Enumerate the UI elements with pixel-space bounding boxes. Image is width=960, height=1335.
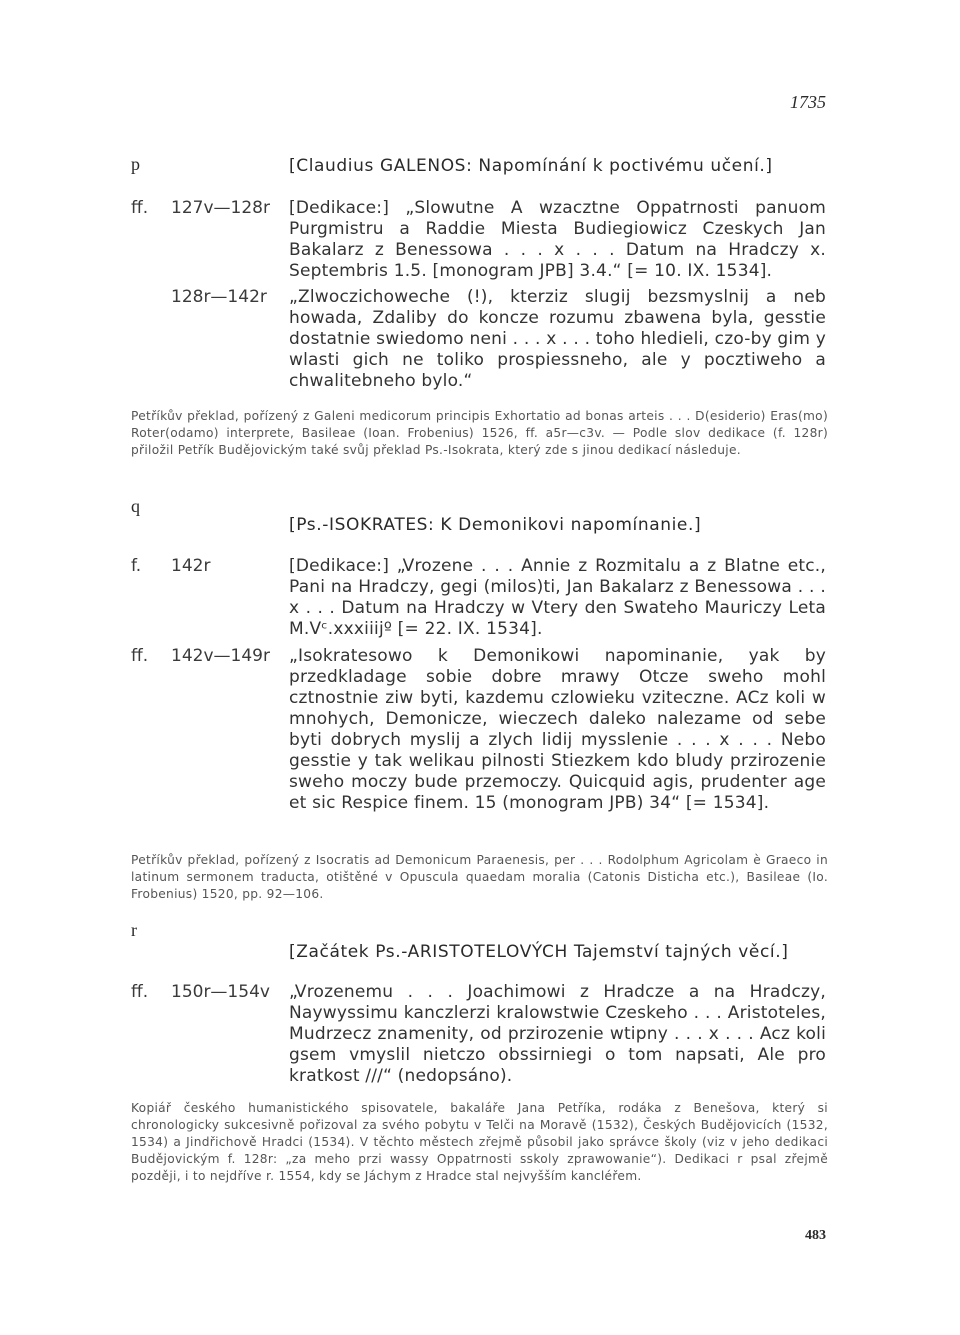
section-letter: q <box>131 496 140 516</box>
section-letter: p <box>131 154 140 174</box>
entry-text: [Dedikace:] „Slowutne A wzacztne Oppatrnosti panuom Purgmistru a Raddie Miesta Budiegiowicz Czeskych Jan Bakalarz z Benessowa . . . x . . . Datum na Hradczy x. Septembris 1.5. [monogram JPB] 3.4.“ [= 10. IX. 1534]. <box>289 198 826 281</box>
section-heading: [Ps.-ISOKRATES: K Demonikovi napomínanie.] <box>289 515 702 535</box>
section-heading: [Začátek Ps.-ARISTOTELOVÝCH Tajemství tajných věcí.] <box>289 942 789 962</box>
page-number-bottom: 483 <box>805 1228 826 1243</box>
page-number-top: 1735 <box>790 92 826 112</box>
folio-range: 142r <box>171 556 211 576</box>
note: Kopiář českého humanistického spisovatele, bakaláře Jana Petříka, rodáka z Benešova, který si chronologicky sukcesivně pořizoval za svého pobytu v Telči na Moravě (1532), Českých Budějovicích (1532, 1534) a Jindřichově Hradci (1534). V těchto městech zřejmě působil jako správce školy (viz v jeho dedikaci Budějovickým f. 128r: „za meho przi wassy Oppatrnosti sskoly zprawowanie“). Dedikaci r psal zřejmě později, i to nejdříve r. 1554, kdy se Jáchym z Hradce stal nejvyšším kancléřem. <box>131 1101 828 1183</box>
entry-text: „Isokratesowo k Demonikowi napominanie, yak by przedkladage sobie dobre mrawy Otcze sweho mohl cztnostnie ziw byti, kazdemu czlowieku vziteczne. ACz koli w mnohych, Demonicze, wieczech daleko nalezame od sebe byti dobrych myslij a zlych lidij mysslenie . . . x . . . Nebo gesstie y tak welikau pilnosti Stiezkem kdo bludy przirozenie sweho moczy bude przemoczy. Quicquid agis, prudenter age et sic Respice finem. 15 (monogram JPB) 34“ [= 1534]. <box>289 646 826 813</box>
entry-text: „Vrozenemu . . . Joachimowi z Hradcze a na Hradczy, Naywyssimu kanczlerzi kralowstwie Czeskeho . . . Aristoteles, Mudrzecz znamenity, od przirozenie wtipny . . . x . . . Acz koli gsem vmyslil nietczo obssirniegi o tom napsati, Ale pro kratkost ///“ (nedopsáno). <box>289 982 826 1086</box>
folio-label: f. <box>131 556 142 576</box>
section-heading: [Claudius GALENOS: Napomínání k poctivému učení.] <box>289 156 773 176</box>
folio-range: 128r—142r <box>171 287 267 307</box>
folio-range: 142v—149r <box>171 646 270 666</box>
folio-label: ff. <box>131 198 149 218</box>
entry-text: „Zlwoczichoweche (!), kterziz slugij bezsmyslnij a neb howada, Zdaliby do koncze rozumu zbawena byla, gesstie dostatnie swiedomo neni . . . x . . . toho hledieli, czo-by gim y wlasti gich ne toliko prospiessneho, ale y pocztiweho a chwalitebneho bylo.“ <box>289 287 826 391</box>
folio-label: ff. <box>131 646 149 666</box>
note: Petříkův překlad, pořízený z Isocratis ad Demonicum Paraenesis, per . . . Rodolphum Agricolam è Graeco in latinum sermonem traducta, otištěné v Opuscula quaedam moralia (Catonis Disticha etc.), Basileae (Io. Frobenius) 1520, pp. 92—106. <box>131 853 828 901</box>
folio-label: ff. <box>131 982 149 1002</box>
folio-range: 127v—128r <box>171 198 270 218</box>
folio-range: 150r—154v <box>171 982 270 1002</box>
entry-text: [Dedikace:] „Vrozene . . . Annie z Rozmitalu a z Blatne etc., Pani na Hradczy, gegi (milos)ti, Jan Bakalarz z Benessowa . . . x . . . Datum na Hradczy w Vtery den Swateho Mauriczy Leta M.Vᶜ.xxxiiijº [= 22. IX. 1534]. <box>289 556 826 639</box>
note: Petříkův překlad, pořízený z Galeni medicorum principis Exhortatio ad bonas arteis . . . D(esiderio) Eras(mo) Roter(odamo) interprete, Basileae (Ioan. Frobenius) 1526, ff. a5r—c3v. — Podle slov dedikace (f. 128r) přiložil Petřík Budějovickým také svůj překlad Ps.-Isokrata, který zde s jinou dedikací následuje. <box>131 409 828 457</box>
section-letter: r <box>131 920 137 940</box>
